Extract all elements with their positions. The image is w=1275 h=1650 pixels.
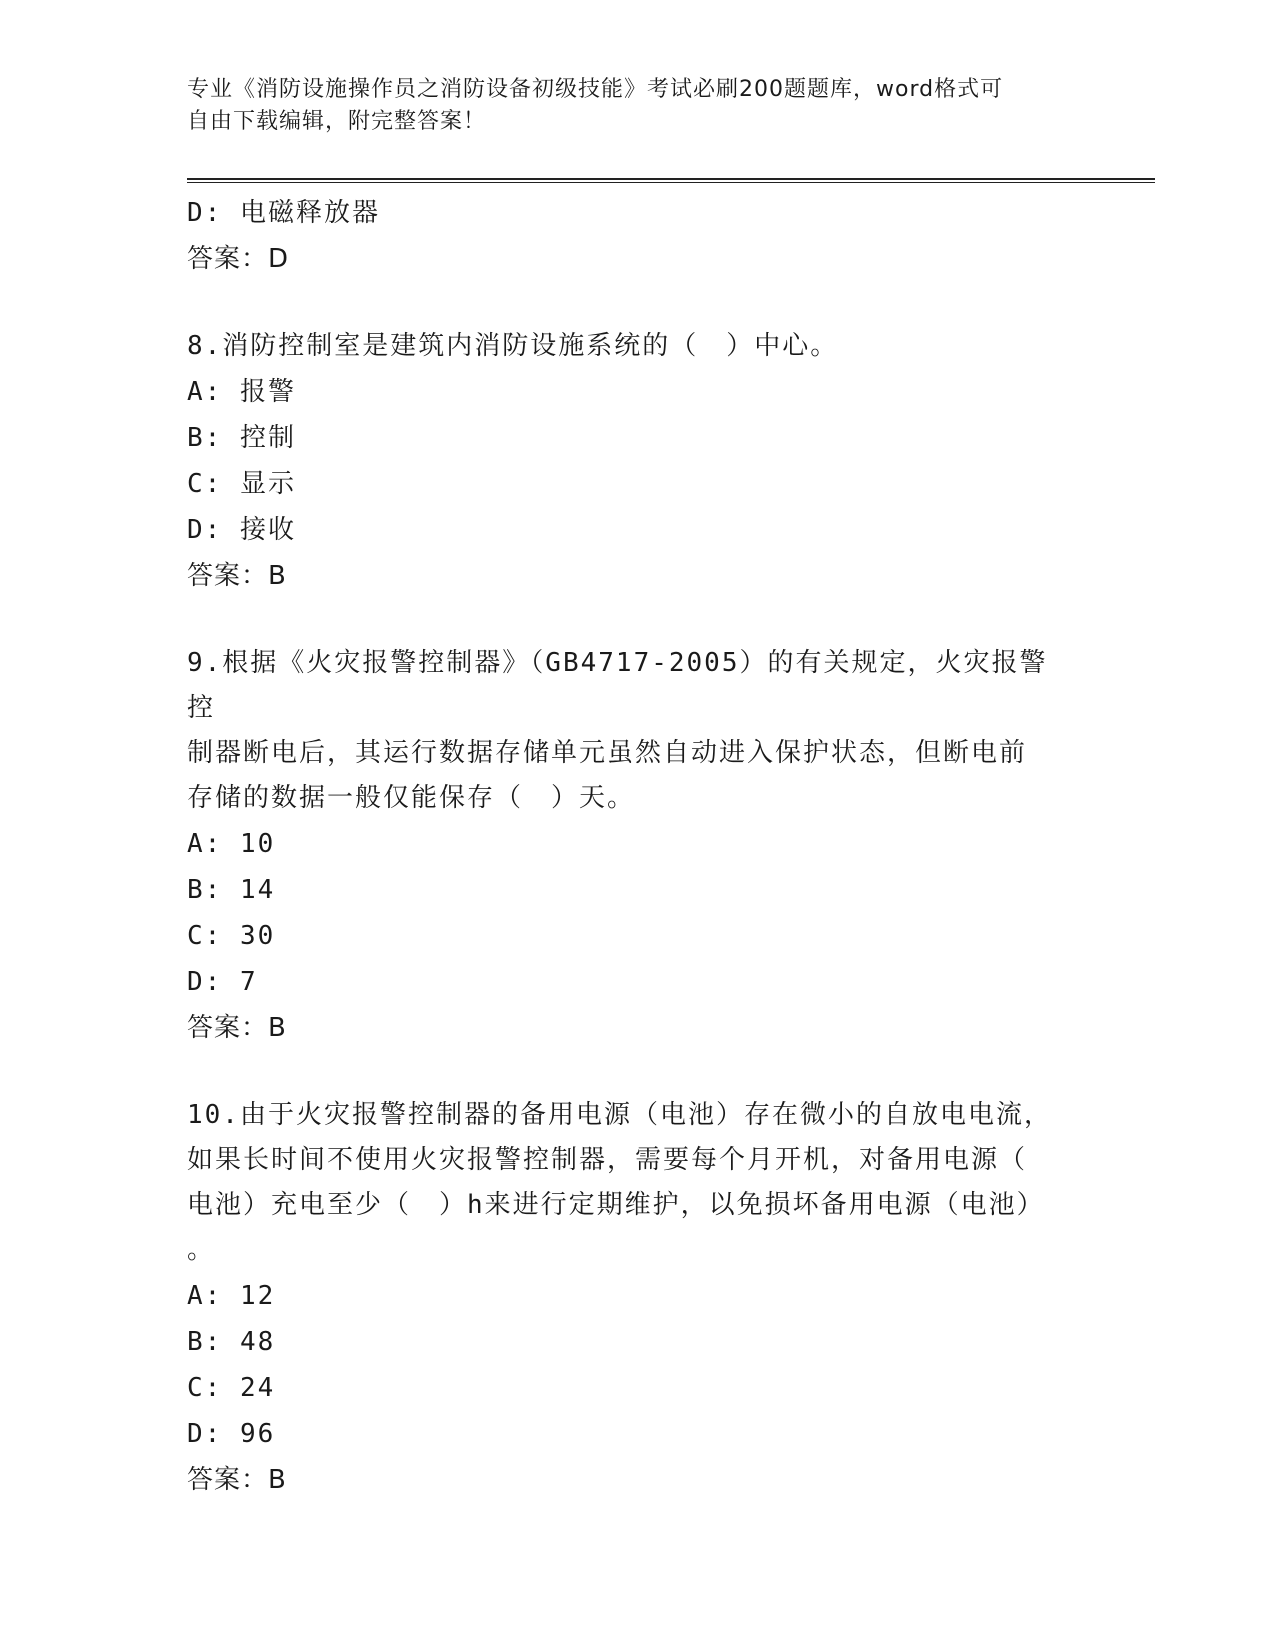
question-stem-line-1: 9.根据《火灾报警控制器》（GB4717-2005）的有关规定，火灾报警控 bbox=[187, 648, 1048, 723]
option-a: A: 12 bbox=[187, 1281, 276, 1311]
option-d: D: 7 bbox=[187, 967, 258, 997]
question-stem-line-1: 10.由于火灾报警控制器的备用电源（电池）存在微小的自放电电流， bbox=[187, 1100, 1052, 1130]
header-divider bbox=[187, 178, 1155, 183]
answer-label: 答案：B bbox=[187, 1465, 287, 1495]
spacer bbox=[187, 599, 1087, 641]
option-c: C: 30 bbox=[187, 921, 276, 951]
header-title-line-1: 专业《消防设施操作员之消防设备初级技能》考试必刷200题题库，word格式可 bbox=[187, 77, 1004, 102]
question-9 bbox=[187, 641, 1087, 1051]
option-a: A: 报警 bbox=[187, 377, 296, 407]
header-title-line-2: 自由下载编辑，附完整答案！ bbox=[187, 109, 487, 134]
question-stem-line-4: 。 bbox=[187, 1235, 216, 1265]
answer-label: 答案：B bbox=[187, 1013, 287, 1043]
question-list bbox=[187, 190, 1087, 1503]
option-d: D: 电磁释放器 bbox=[187, 198, 380, 228]
spacer bbox=[187, 282, 1087, 324]
answer-label: 答案：D bbox=[187, 244, 290, 274]
question-10 bbox=[187, 1093, 1087, 1503]
option-b: B: 控制 bbox=[187, 423, 296, 453]
option-c: C: 显示 bbox=[187, 469, 296, 499]
option-d: D: 接收 bbox=[187, 515, 296, 545]
question-stem-line-3: 存储的数据一般仅能保存（ ）天。 bbox=[187, 783, 636, 813]
question-stem-line-3: 电池）充电至少（ ）h来进行定期维护，以免损坏备用电源（电池） bbox=[187, 1190, 1045, 1220]
question-8 bbox=[187, 324, 1087, 599]
page-header bbox=[187, 74, 1067, 138]
option-a: A: 10 bbox=[187, 829, 276, 859]
spacer bbox=[187, 1051, 1087, 1093]
option-b: B: 14 bbox=[187, 875, 276, 905]
question-stem-line-2: 制器断电后，其运行数据存储单元虽然自动进入保护状态，但断电前 bbox=[187, 738, 1028, 768]
option-d: D: 96 bbox=[187, 1419, 276, 1449]
document-page bbox=[187, 0, 1157, 1650]
option-c: C: 24 bbox=[187, 1373, 276, 1403]
question-stem-line-2: 如果长时间不使用火灾报警控制器，需要每个月开机，对备用电源（ bbox=[187, 1145, 1028, 1175]
answer-label: 答案：B bbox=[187, 561, 287, 591]
question-7-tail bbox=[187, 190, 1087, 282]
option-b: B: 48 bbox=[187, 1327, 276, 1357]
question-stem: 8.消防控制室是建筑内消防设施系统的（ ）中心。 bbox=[187, 331, 839, 361]
